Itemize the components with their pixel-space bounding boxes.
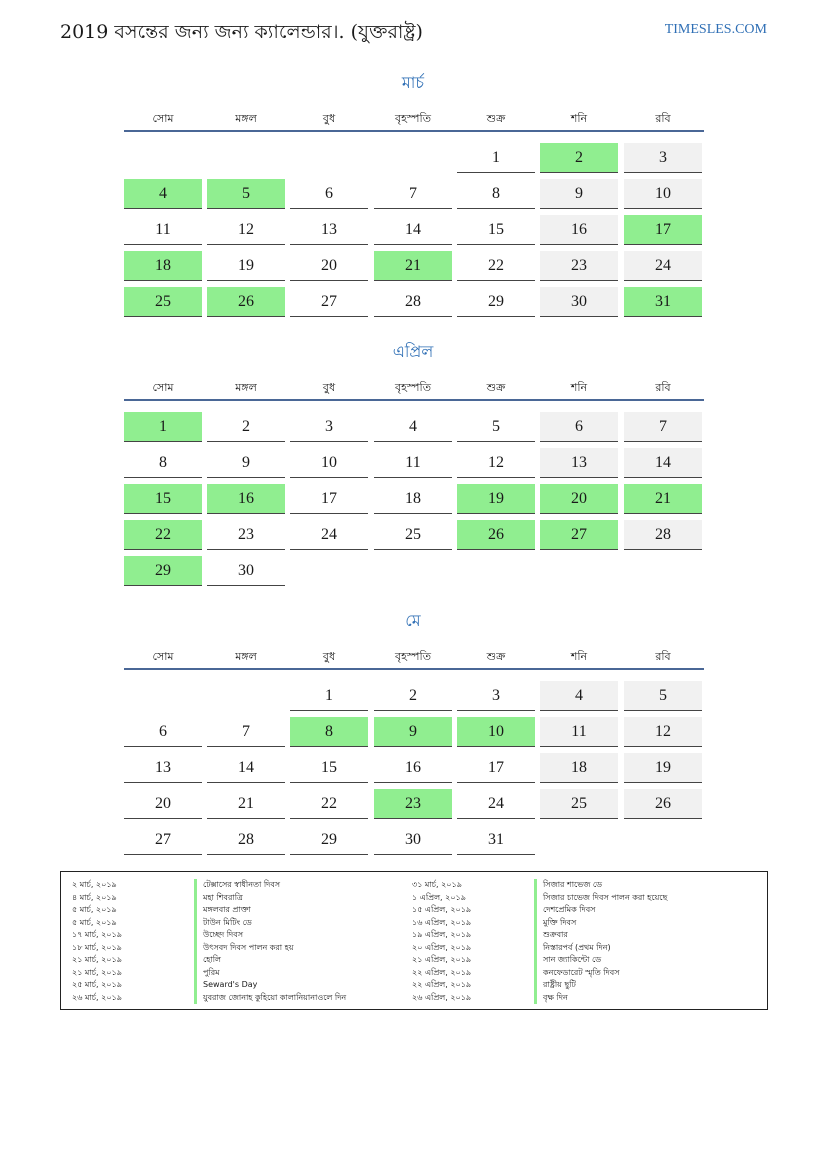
day-cell: 3	[457, 681, 535, 711]
weekday-label: বৃহস্পতি	[395, 381, 431, 394]
holiday-name: টাউন মিটিং ডে	[194, 917, 252, 930]
weekday-label: শনি	[570, 381, 588, 394]
day-cell: 13	[540, 448, 618, 478]
holiday-date: ২০ এপ্রিল, ২০১৯	[412, 942, 472, 952]
holiday-date: ৫ মার্চ, ২০১৯	[72, 905, 117, 914]
holiday-date: ২২ এপ্রিল, ২০১৯	[412, 980, 472, 989]
day-cell: 16	[374, 753, 452, 783]
site-link[interactable]: TIMESLES.COM	[664, 22, 767, 37]
day-cell: 9	[540, 179, 618, 209]
day-cell: 10	[290, 448, 368, 478]
day-cell: 5	[207, 179, 285, 209]
day-cell: 13	[124, 753, 202, 783]
holiday-name: পুরিম	[194, 967, 220, 980]
holiday-name: দেশপ্রেমিক দিবস	[534, 904, 595, 917]
day-cell: 12	[457, 448, 535, 478]
day-cell: 10	[624, 179, 702, 209]
weekday-label: বুধ	[322, 381, 336, 394]
day-cell: 20	[290, 251, 368, 281]
day-cell: 26	[457, 520, 535, 550]
holiday-date: ২৬ মার্চ, ২০১৯	[72, 992, 122, 1002]
weekday-label: রবি	[655, 381, 671, 394]
weekday-label: শনি	[570, 650, 588, 663]
holiday-date: ৫ মার্চ, ২০১৯	[72, 917, 117, 927]
day-cell: 14	[624, 448, 702, 478]
holiday-name: টেক্সাসের স্বাধীনতা দিবস	[194, 879, 280, 892]
weekday-label: বৃহস্পতি	[395, 650, 431, 663]
day-cell: 12	[624, 717, 702, 747]
day-cell: 22	[124, 520, 202, 550]
day-cell: 21	[207, 789, 285, 819]
holiday-date: ২৬ এপ্রিল, ২০১৯	[412, 992, 472, 1002]
day-cell: 20	[540, 484, 618, 514]
holiday-name: নিস্তারপর্ব (প্রথম দিন)	[534, 942, 611, 955]
day-cell: 7	[374, 179, 452, 209]
day-cell: 27	[124, 825, 202, 855]
day-cell: 17	[290, 484, 368, 514]
holiday-date: ২১ মার্চ, ২০১৯	[72, 967, 122, 977]
day-cell: 26	[207, 287, 285, 317]
day-cell: 13	[290, 215, 368, 245]
day-cell: 22	[290, 789, 368, 819]
day-cell: 25	[374, 520, 452, 550]
holiday-name: মহা শিবরাত্রি	[194, 892, 243, 905]
holiday-date: ২১ এপ্রিল, ২০১৯	[412, 955, 472, 964]
weekday-label: শুক্র	[486, 112, 506, 125]
holiday-date: ১৭ মার্চ, ২০১৯	[72, 930, 122, 939]
holiday-date: ১ এপ্রিল, ২০১৯	[412, 892, 466, 902]
day-cell: 17	[624, 215, 702, 245]
holiday-date: ৪ মার্চ, ২০১৯	[72, 892, 117, 902]
weekday-label: মঙ্গল	[235, 650, 257, 663]
holiday-date: ১৯ এপ্রিল, ২০১৯	[412, 930, 472, 939]
day-cell: 2	[207, 412, 285, 442]
weekday-header-row	[124, 379, 704, 401]
day-cell: 18	[124, 251, 202, 281]
day-cell: 24	[624, 251, 702, 281]
day-cell: 8	[124, 448, 202, 478]
day-cell: 27	[290, 287, 368, 317]
weekday-label: মঙ্গল	[235, 112, 257, 125]
weekday-label: শনি	[570, 112, 588, 125]
weekday-label: বৃহস্পতি	[395, 112, 431, 125]
day-cell: 23	[374, 789, 452, 819]
day-cell: 8	[290, 717, 368, 747]
day-cell: 3	[624, 143, 702, 173]
weekday-label: বুধ	[322, 112, 336, 125]
day-cell: 4	[540, 681, 618, 711]
day-cell: 29	[457, 287, 535, 317]
day-cell: 29	[124, 556, 202, 586]
holiday-name: বৃক্ষ দিন	[534, 992, 568, 1005]
day-cell: 26	[624, 789, 702, 819]
day-cell: 31	[624, 287, 702, 317]
day-cell: 30	[374, 825, 452, 855]
day-cell: 10	[457, 717, 535, 747]
day-cell: 17	[457, 753, 535, 783]
day-cell: 11	[540, 717, 618, 747]
holiday-name: হোলি	[194, 954, 221, 967]
day-cell: 9	[207, 448, 285, 478]
holiday-date: ২৫ মার্চ, ২০১৯	[72, 980, 122, 989]
day-cell: 2	[540, 143, 618, 173]
day-cell: 11	[124, 215, 202, 245]
weekday-label: রবি	[655, 650, 671, 663]
holiday-name: মুক্তি দিবস	[534, 917, 576, 930]
day-cell: 2	[374, 681, 452, 711]
day-cell: 23	[207, 520, 285, 550]
weekday-label: বুধ	[322, 650, 336, 663]
holiday-date: ১৬ এপ্রিল, ২০১৯	[412, 917, 472, 927]
weekday-label: মঙ্গল	[235, 381, 257, 394]
holiday-name: উচ্ছেদ দিবস	[194, 929, 243, 942]
holiday-date: ২২ এপ্রিল, ২০১৯	[412, 967, 472, 977]
day-cell: 28	[374, 287, 452, 317]
day-cell: 14	[374, 215, 452, 245]
day-cell: 7	[207, 717, 285, 747]
day-cell: 22	[457, 251, 535, 281]
weekday-label: সোম	[152, 381, 174, 394]
day-cell: 9	[374, 717, 452, 747]
day-cell: 18	[374, 484, 452, 514]
day-cell: 21	[374, 251, 452, 281]
weekday-header-row	[124, 110, 704, 132]
holiday-name: সিজার শাভেজ ডে	[534, 879, 602, 892]
day-cell: 8	[457, 179, 535, 209]
day-cell: 1	[124, 412, 202, 442]
month-title: মে	[405, 611, 421, 630]
day-cell: 15	[457, 215, 535, 245]
holiday-date: ১৫ এপ্রিল, ২০১৯	[412, 905, 472, 914]
weekday-label: শুক্র	[486, 381, 506, 394]
holiday-name: মঙ্গলবার প্রাক্তা	[194, 904, 251, 917]
day-cell: 16	[207, 484, 285, 514]
day-cell: 19	[624, 753, 702, 783]
day-cell: 30	[207, 556, 285, 586]
day-cell: 29	[290, 825, 368, 855]
day-cell: 21	[624, 484, 702, 514]
holiday-name: যুবরাজ জোনাহ কুহিয়ো কালানিয়ানাওলে দিন	[194, 992, 346, 1005]
day-cell: 6	[124, 717, 202, 747]
day-cell: 16	[540, 215, 618, 245]
holiday-name: Seward's Day	[194, 979, 257, 992]
holiday-name: রাষ্ট্রীয় ছুটি	[534, 979, 576, 992]
holiday-date: ২ মার্চ, ২০১৯	[72, 880, 117, 889]
day-cell: 4	[374, 412, 452, 442]
day-cell: 23	[540, 251, 618, 281]
holiday-date: ৩১ মার্চ, ২০১৯	[412, 880, 462, 889]
weekday-label: সোম	[152, 112, 174, 125]
weekday-label: রবি	[655, 112, 671, 125]
day-cell: 1	[457, 143, 535, 173]
day-cell: 18	[540, 753, 618, 783]
weekday-header-row	[124, 648, 704, 670]
day-cell: 6	[540, 412, 618, 442]
holiday-name: শুক্রবার	[534, 929, 568, 942]
holiday-name: সান জ্যাকিন্টো ডে	[534, 954, 601, 967]
day-cell: 31	[457, 825, 535, 855]
weekday-label: সোম	[152, 650, 174, 663]
day-cell: 19	[457, 484, 535, 514]
weekday-label: শুক্র	[486, 650, 506, 663]
holiday-date: ২১ মার্চ, ২০১৯	[72, 955, 122, 964]
day-cell: 12	[207, 215, 285, 245]
holiday-name: কনফেডারেট স্মৃতি দিবস	[534, 967, 619, 980]
day-cell: 1	[290, 681, 368, 711]
holiday-date: ১৮ মার্চ, ২০১৯	[72, 942, 122, 952]
holiday-list	[60, 871, 768, 1010]
day-cell: 25	[540, 789, 618, 819]
day-cell: 20	[124, 789, 202, 819]
holiday-name: উৎসবদ দিবস পালন করা হয়	[194, 942, 294, 955]
day-cell: 5	[457, 412, 535, 442]
day-cell: 11	[374, 448, 452, 478]
page-title: 2019 বসন্তের জন্য জন্য ক্যালেন্ডার।. (যুক্তরাষ্ট্র)	[60, 21, 423, 43]
day-cell: 28	[207, 825, 285, 855]
day-cell: 6	[290, 179, 368, 209]
day-cell: 14	[207, 753, 285, 783]
day-cell: 4	[124, 179, 202, 209]
day-cell: 30	[540, 287, 618, 317]
day-cell: 24	[290, 520, 368, 550]
month-title: মার্চ	[401, 73, 425, 92]
month-title: এপ্রিল	[392, 342, 434, 361]
day-cell: 19	[207, 251, 285, 281]
day-cell: 27	[540, 520, 618, 550]
day-cell: 15	[290, 753, 368, 783]
holiday-name: সিজার চাভেজ দিবস পালন করা হয়েছে	[534, 892, 667, 905]
day-cell: 3	[290, 412, 368, 442]
day-cell: 5	[624, 681, 702, 711]
day-cell: 25	[124, 287, 202, 317]
day-cell: 24	[457, 789, 535, 819]
day-cell: 7	[624, 412, 702, 442]
day-cell: 28	[624, 520, 702, 550]
day-cell: 15	[124, 484, 202, 514]
